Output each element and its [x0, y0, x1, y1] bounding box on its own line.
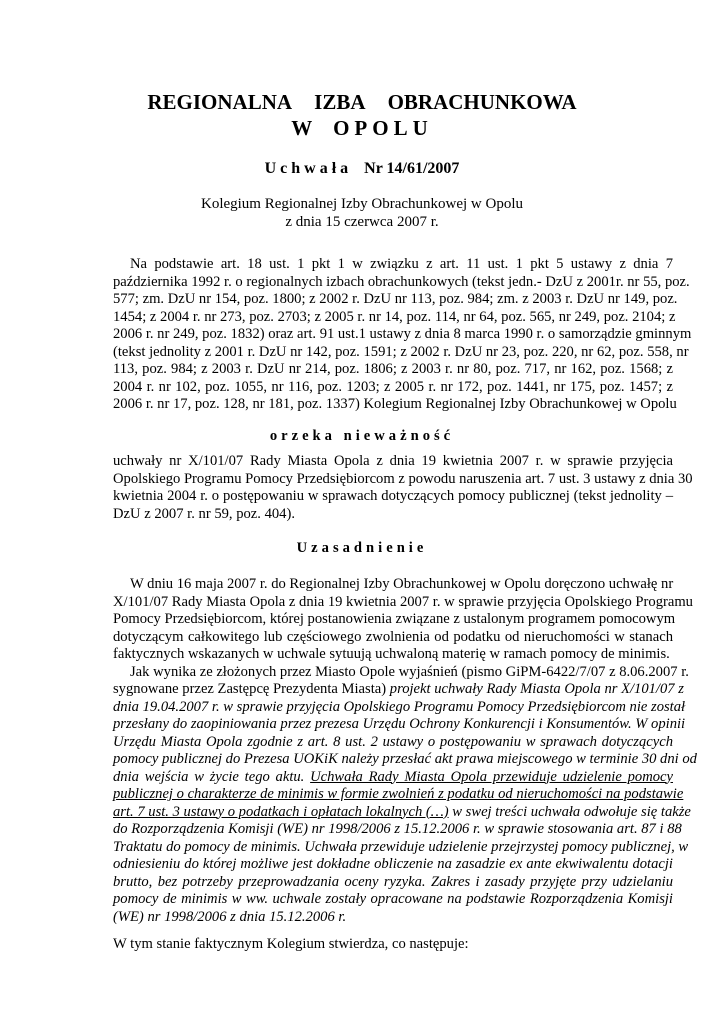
underlined-line: publicznej o charakterze de minimis w formie zwolnień z podatku od nieruchomości na podstawie — [113, 786, 684, 802]
verdict-line: uchwały nr X/101/07 Rady Miasta Opola z dnia 19 kwietnia 2007 r. w sprawie przyjęcia — [113, 453, 673, 469]
basis-line: 577; zm. DzU nr 154, poz. 1800; z 2002 r. DzU nr 113, poz. 984; zm. z 2003 r. DzU nr 149, poz. — [113, 291, 678, 307]
justification-line: faktycznych wskazanych w uchwale sytuują uchwaloną materię w ramach pomocy de minimis. — [113, 646, 670, 662]
underlined-text: Uchwała Rady Miasta Opola przewiduje udzielenie pomocy — [310, 768, 673, 785]
basis-line: 1454; z 2004 r. nr 273, poz. 2703; z 2005 r. nr 14, poz. 114, nr 64, poz. 565, nr 249, poz. 2104; z — [113, 308, 676, 325]
justification-line: X/101/07 Rady Miasta Opola z dnia 19 kwietnia 2007 r. w sprawie przyjęcia Opolskiego Programu — [113, 593, 693, 610]
resolution-label: Uchwała — [264, 160, 353, 177]
basis-line: 2006 r. nr 249, poz. 1832) oraz art. 91 ust.1 ustawy z dnia 8 marca 1990 r. o samorządzie gminnym — [113, 326, 692, 342]
quoted-text: projekt uchwały Rady Miasta Opola nr X/101/07 z — [389, 681, 684, 697]
basis-line: (tekst jednolity z 2001 r. DzU nr 142, poz. 1591; z 2002 r. DzU nr 23, poz. 220, nr 62, poz. 558, nr — [113, 343, 689, 360]
quoted-line: Urzędu Miasta Opola zgodnie z art. 8 ust. 2 ustawy o postępowaniu w sprawach dotyczących — [113, 733, 673, 750]
basis-line: 2004 r. nr 102, poz. 1055, nr 116, poz. 1203; z 2005 r. nr 172, poz. 1441, nr 175, poz. 1457; z — [113, 378, 673, 395]
resolution-title — [0, 160, 724, 178]
quoted-line: odniesieniu do której możliwe jest dokładne obliczenie na zasadzie ex ante ekwiwalentu dotacji — [113, 856, 673, 872]
verdict-line: Opolskiego Programu Pomocy Przedsiębiorcom z powodu naruszenia art. 7 ust. 3 ustawy z dnia 30 — [113, 470, 693, 487]
quoted-line: do Rozporządzenia Komisji (WE) nr 1998/2006 z 15.12.2006 r. w sprawie stosowania art. 87 i 88 — [113, 821, 682, 837]
quoted-line: przesłany do zaopiniowania przez prezesa Urzędu Ochrony Konkurencji i Konsumentów. W opinii — [113, 716, 686, 732]
resolution-number: Nr 14/61/2007 — [364, 160, 460, 177]
basis-line: 2006 r. nr 17, poz. 128, nr 181, poz. 1337) Kolegium Regionalnej Izby Obrachunkowej w Opolu — [113, 396, 677, 412]
quoted-line: (WE) nr 1998/2006 z dnia 15.12.2006 r. — [113, 908, 347, 925]
verdict-line: DzU z 2007 r. nr 59, poz. 404). — [113, 505, 295, 522]
quoted-line — [113, 803, 691, 822]
verdict-heading: orzeka nieważność — [269, 428, 455, 444]
justification-line: W dniu 16 maja 2007 r. do Regionalnej Izby Obrachunkowej w Opolu doręczono uchwałę nr — [130, 576, 674, 592]
quoted-line: pomocy de minimis w ww. uchwale zostały opracowane na podstawie Rozporządzenia Komisji — [113, 891, 673, 907]
quoted-line: dnia 19.04.2007 r. w sprawie przyjęcia Opolskiego Programu Pomocy Przedsiębiorcom nie został — [113, 698, 686, 715]
quoted-line — [113, 769, 673, 787]
justification-line: dotyczącym całkowitego lub częściowego zwolnienia od podatku od nieruchomości w stanach — [113, 628, 673, 645]
quoted-text: w swej treści uchwała odwołuje się także — [448, 803, 691, 820]
institution-name: REGIONALNA IZBA OBRACHUNKOWA — [147, 90, 577, 114]
verdict-line: kwietnia 2004 r. o postępowaniu w sprawach dotyczących pomocy publicznej (tekst jednolity – — [113, 488, 673, 504]
justification-heading: Uzasadnienie — [296, 540, 428, 556]
justification-line — [113, 681, 684, 699]
justification-line: Jak wynika ze złożonych przez Miasto Opole wyjaśnień (pismo GiPM-6422/7/07 z 8.06.2007 r. — [130, 663, 689, 680]
quoted-text: dnia wejścia w życie tego aktu. — [113, 768, 311, 785]
basis-line: października 1992 r. o regionalnych izbach obrachunkowych (tekst jedn.- DzU z 2001r. nr 55, poz. — [113, 273, 690, 290]
issuer-line1: Kolegium Regionalnej Izby Obrachunkowej w Opolu — [200, 196, 523, 212]
quoted-line: pomocy publicznej do Prezesa UOKiK należy przesłać akt prawa miejscowego w terminie 30 dni od — [113, 751, 697, 767]
underlined-text: art. 7 ust. 3 ustawy o podatkach i opłatach lokalnych (…) — [113, 803, 449, 820]
quoted-line: Traktatu do pomocy de minimis. Uchwała przewiduje udzielenie przejrzystej pomocy publicznej, w — [113, 838, 689, 855]
justification-line: Pomocy Przedsiębiorcom, której postanowienia związane z ustalonym programem pomocowym — [113, 611, 676, 627]
closing-line: W tym stanie faktycznym Kolegium stwierdza, co następuje: — [113, 936, 469, 952]
institution-city: W OPOLU — [291, 116, 433, 140]
basis-line: Na podstawie art. 18 ust. 1 pkt 1 w związku z art. 11 ust. 1 pkt 5 ustawy z dnia 7 — [130, 256, 673, 272]
justification-text: sygnowane przez Zastępcę Prezydenta Miasta) — [113, 681, 390, 697]
quoted-line: brutto, bez potrzeby przeprowadzania oceny ryzyka. Zakres i zasady przyjęte przy udzielaniu — [113, 873, 673, 890]
issuer-date: z dnia 15 czerwca 2007 r. — [285, 214, 439, 230]
basis-line: 113, poz. 984; z 2003 r. DzU nr 214, poz. 1806; z 2003 r. nr 80, poz. 717, nr 162, poz. 1568; z — [113, 361, 673, 377]
